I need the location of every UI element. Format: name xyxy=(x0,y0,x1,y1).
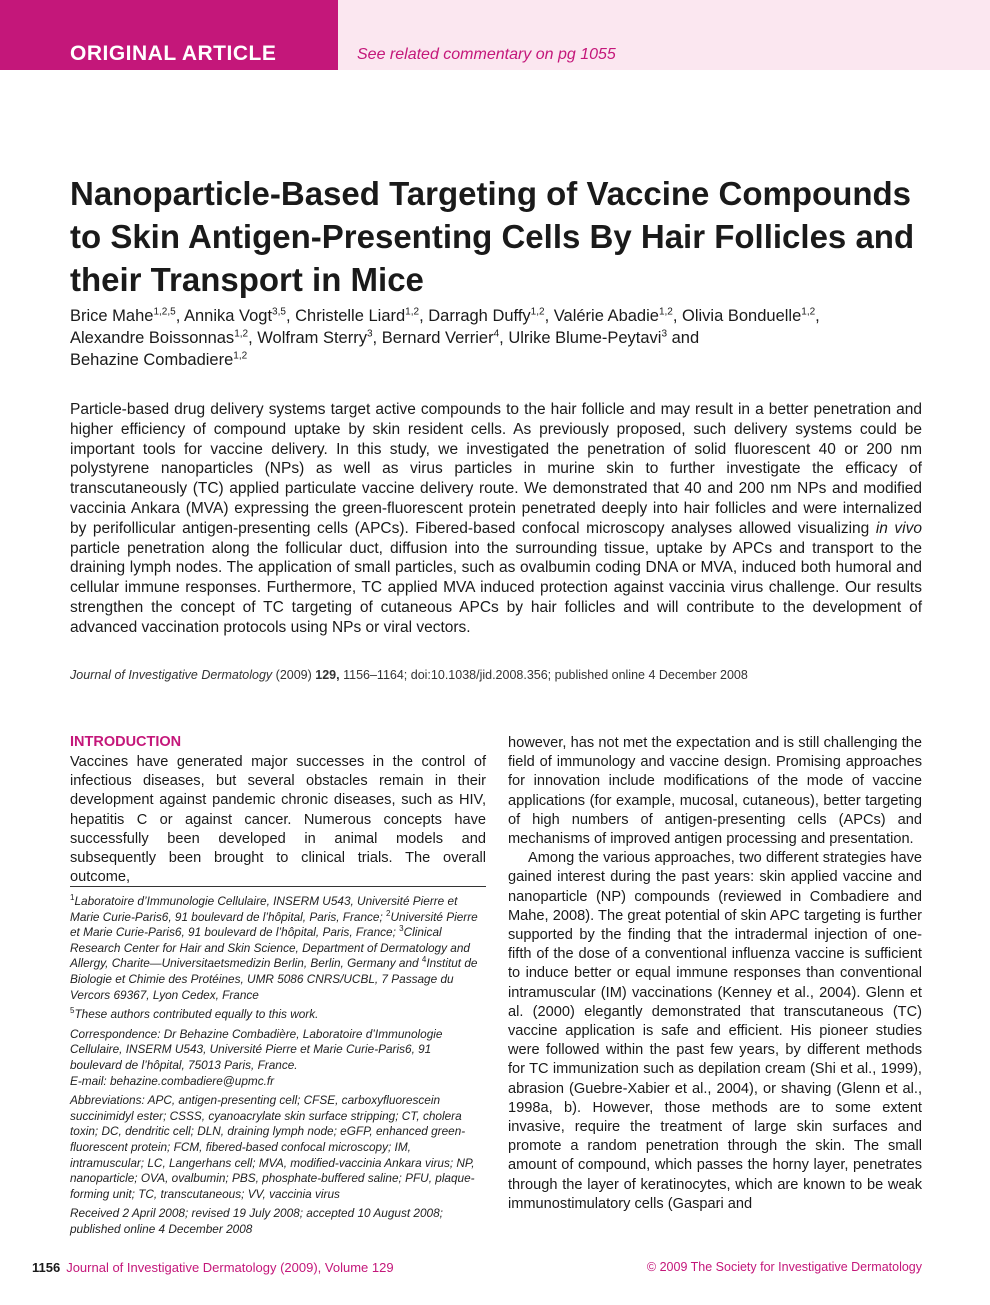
author-list xyxy=(70,305,930,371)
abstract-part-2: particle penetration along the follicular duct, diffusion into the surrounding tissue, uptake by APCs and transport to the draining lymph nodes. The application of small particles, such as ovalbumin coding DNA or MVA, induced both humoral and cellular immune responses. Furthermore, TC applied MVA induced protection against vaccinia virus challenge. Our results strengthen the concept of TC targeting of cutaneous APCs by hair follicles and will contribute to the development of advanced vaccination protocols using NPs or viral vectors. xyxy=(70,539,922,636)
author: Christelle Liard$^{1,2}$, xyxy=(295,306,429,325)
author: Bernard Verrier$^4$, xyxy=(381,328,509,347)
citation-volume: 129, xyxy=(315,668,340,682)
page-number: 1156 xyxy=(32,1260,61,1275)
footer-journal: Journal of Investigative Dermatology (2009), Volume 129 xyxy=(66,1260,394,1275)
abstract-italic: in vivo xyxy=(875,519,922,537)
article-type-label: ORIGINAL ARTICLE xyxy=(70,42,277,65)
equal-contribution-note: $^5$These authors contributed equally to this work. xyxy=(70,1006,319,1022)
affiliations: $^1$Laboratoire d’Immunologie Cellulaire, INSERM U543, Université Pierre et Marie Curie-Paris6, 91 boulevard de l’hôpital, Paris, France; $^2$Université Pierre et Marie Curie-Paris6, 91 boulevard de l’hôpital, Paris, France; $^3$Clinical Research Center for Hair and Skin Science, Department of Dermatology and Allergy, Charite—Universitaetsmedizin Berlin, Berlin, Germany and $^4$Institut de Biologie et Chimie des Protéines, UMR 5086 CNRS/UCBL, 7 Passage du Vercors 69367, Lyon Cedex, France xyxy=(70,893,478,1002)
abbreviations: Abbreviations: APC, antigen-presenting cell; CFSE, carboxyfluorescein succinimidyl ester; CSSS, cyanoacrylate skin surface stripping; CT, cholera toxin; DC, dendritic cell; DLN, draining lymph node; eGFP, enhanced green-fluorescent protein; FCM, fibered-based confocal microscopy; IM, intramuscular; LC, Langerhans cell; MVA, modified-vaccinia Ankara virus; NP, nanoparticle; OVA, ovalbumin; PBS, phosphate-buffered saline; PFU, plaque-forming unit; TC, transcutaneous; VV, vaccinia virus xyxy=(70,1093,475,1201)
author: Darragh Duffy$^{1,2}$, xyxy=(428,306,554,325)
author: Wolfram Sterry$^3$, xyxy=(257,328,382,347)
author: Ulrike Blume-Peytavi$^3$ and xyxy=(508,328,700,347)
citation-journal: Journal of Investigative Dermatology xyxy=(70,668,273,682)
section-heading-introduction: INTRODUCTION xyxy=(70,734,182,750)
article-title: Nanoparticle-Based Targeting of Vaccine Compounds to Skin Antigen-Presenting Cells By Hair Follicles and their Transport in Mice xyxy=(70,175,915,298)
citation-year: (2009) xyxy=(272,668,316,682)
footer-copyright: © 2009 The Society for Investigative Dermatology xyxy=(646,1260,922,1274)
intro-left-column: Vaccines have generated major successes in the control of infectious diseases, but several obstacles remain in their development against pandemic chronic diseases, such as HIV, hepatitis C or against cancer. Numerous concepts have successfully been developed in animal models and subsequently been brought to clinical trials. The overall outcome, xyxy=(70,754,486,886)
footnote-divider xyxy=(70,886,486,887)
author: Valérie Abadie$^{1,2}$, xyxy=(553,306,683,325)
author: Behazine Combadiere$^{1,2}$ xyxy=(70,350,248,369)
author: Alexandre Boissonnas$^{1,2}$, xyxy=(70,328,258,347)
author: Olivia Bonduelle$^{1,2}$, xyxy=(682,306,820,325)
correspondence: Correspondence: Dr Behazine Combadière, Laboratoire d’Immunologie Cellulaire, INSERM U543, Université Pierre et Marie Curie-Paris6, 91 boulevard de l’hôpital, 75013 Paris, France. E-mail: behazine.combadiere@upmc.fr xyxy=(70,1026,443,1088)
footer-left xyxy=(32,1260,394,1275)
abstract xyxy=(70,400,922,638)
related-commentary-link[interactable]: See related commentary on pg 1055 xyxy=(357,46,616,63)
email[interactable]: E-mail: behazine.combadiere@upmc.fr xyxy=(70,1073,275,1088)
abstract-part-1: Particle-based drug delivery systems target active compounds to the hair follicle and may result in a better penetration and higher efficiency of compound uptake by skin resident cells. As previously proposed, such delivery systems could be important tools for vaccine delivery. In this study, we investigated the penetration of solid fluorescent 40 or 200 nm polystyrene nanoparticles (NPs) as well as virus particles in murine skin to further investigate the efficacy of transcutaneously (TC) applied particulate vaccine delivery route. We demonstrated that 40 and 200 nm NPs and modified vaccinia Ankara (MVA) expressing the green-fluorescent protein penetrated deeply into hair follicles and were internalized by perifollicular antigen-presenting cells (APCs). Fibered-based confocal microscopy analyses allowed visualizing xyxy=(70,401,922,537)
author: Brice Mahe$^{1,2,5}$, xyxy=(70,306,184,325)
intro-right-column xyxy=(508,734,922,1214)
citation-line xyxy=(70,668,930,682)
citation-rest: 1156–1164; doi:10.1038/jid.2008.356; published online 4 December 2008 xyxy=(339,668,748,682)
author: Annika Vogt$^{3,5}$, xyxy=(183,306,296,325)
intro-paragraph-1-cont: however, has not met the expectation and is still challenging the field of immunology and vaccine design. Promising approaches for innovation include modifications of the mode of vaccine applications (for example, mucosal, cutaneous), better targeting of high numbers of antigen-presenting cells (APCs) and mechanisms of improved antigen processing and presentation. xyxy=(508,735,922,848)
received-dates: Received 2 April 2008; revised 19 July 2008; accepted 10 August 2008; published online 4 December 2008 xyxy=(70,1206,443,1236)
intro-paragraph-2: Among the various approaches, two different strategies have gained interest during the past years: skin applied vaccine and nanoparticle (NP) compounds (reviewed in Combadiere and Mahe, 2008). The great potential of skin APC targeting is further supported by the finding that the intradermal injection of one-fifth of the dose of a conventional influenza vaccine is sufficient to induce better or equal immune responses than conventional intramuscular (IM) vaccinations (Kenney et al., 2004). Glenn et al. (2000) elegantly demonstrated that transcutaneous (TC) vaccine application is safe and efficient. His pioneer studies were followed within the past few years, by different methods for TC immunization such as depilation cream (Shi et al., 1999), abrasion (Guebre-Xabier et al., 2004), or shaving (Glenn et al., 1998a, b). However, those methods are to some extent invasive, require the treatment of large skin surfaces and promote a random penetration through the skin. The small amount of compound, which passes the horny layer, penetrates through the layer of keratinocytes, which are known to be weak immunostimulatory cells (Gaspari and xyxy=(508,850,922,1212)
footnotes xyxy=(70,894,486,1241)
